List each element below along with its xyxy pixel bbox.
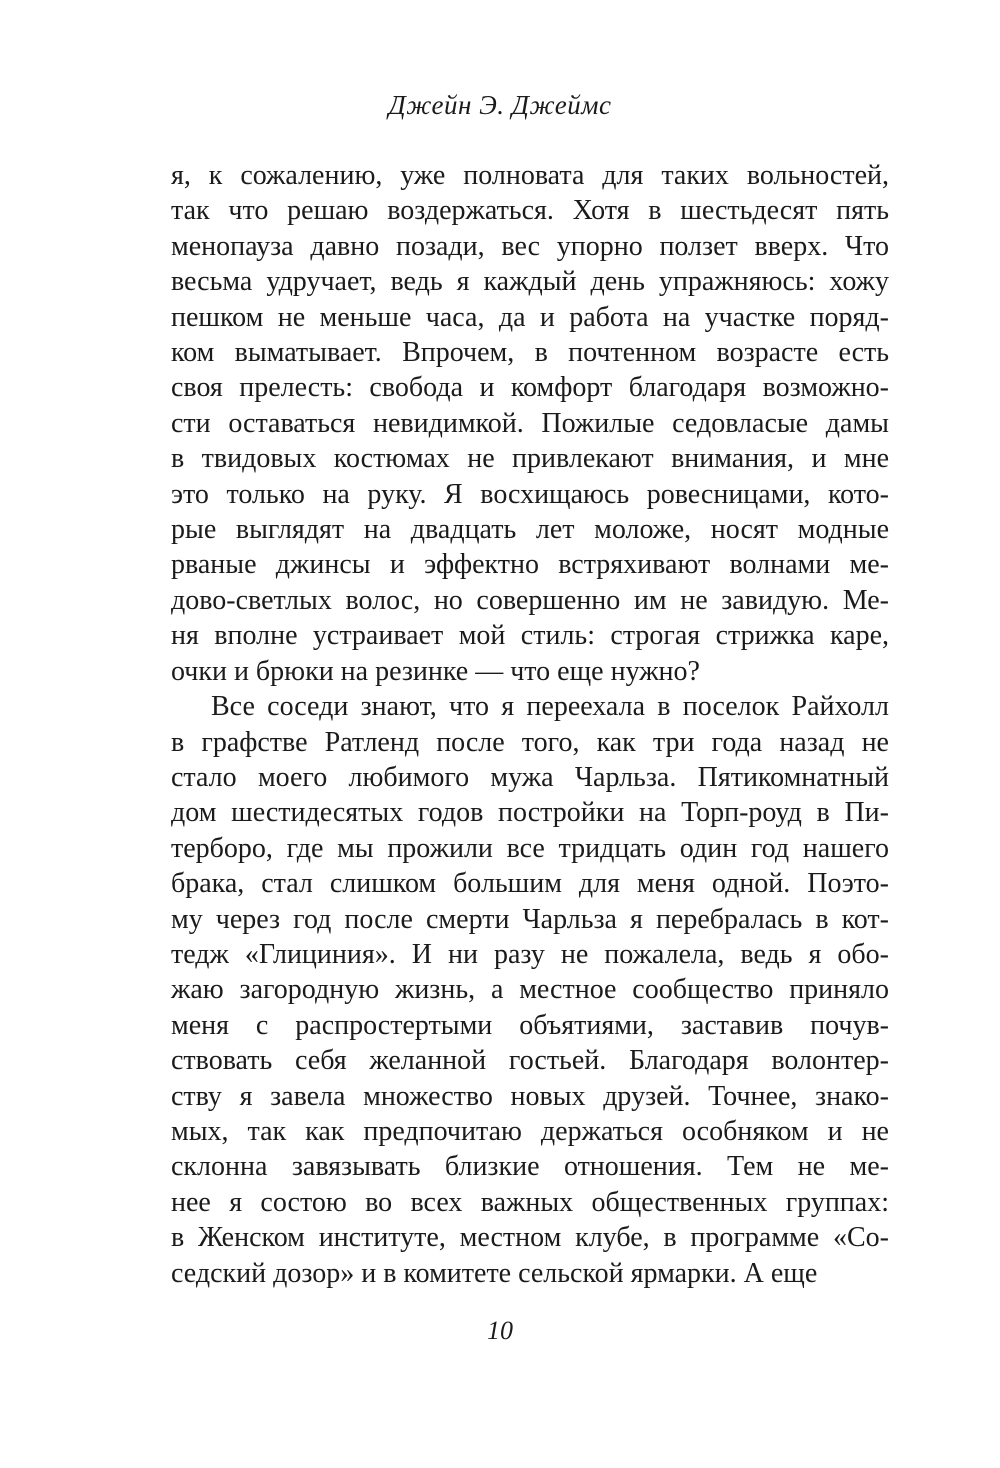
text-line: я, к сожалению, уже полновата для таких вольностей,: [171, 160, 889, 191]
text-line: брака, стал слишком большим для меня одной. Поэто-: [171, 868, 889, 900]
text-line: так что решаю воздержаться. Хотя в шестьдесят пять: [171, 195, 889, 227]
text-line: рваные джинсы и эффектно встряхивают волнами ме-: [171, 549, 889, 581]
text-line: в твидовых костюмах не привлекают внимания, и мне: [171, 443, 889, 475]
text-line: рые выглядят на двадцать лет моложе, носят модные: [171, 514, 889, 546]
text-line: мых, так как предпочитаю держаться особняком и не: [171, 1115, 889, 1147]
text-line: ству я завела множество новых друзей. Точнее, знако-: [171, 1080, 889, 1112]
text-line: ствовать себя желанной гостьей. Благодаря волонтер-: [171, 1045, 889, 1077]
text-line: пешком не меньше часа, да и работа на участке поряд-: [171, 301, 889, 333]
text-line: нее я состою во всех важных общественных группах:: [171, 1186, 889, 1218]
text-line: жаю загородную жизнь, а местное сообщество приняло: [171, 974, 889, 1006]
text-line: терборо, где мы прожили все тридцать один год нашего: [171, 832, 889, 864]
text-line: очки и брюки на резинке — что еще нужно?: [171, 655, 700, 687]
body-text: [171, 158, 889, 1291]
text-line: дом шестидесятых годов постройки на Торп-роуд в Пи-: [171, 797, 889, 829]
text-line: менопауза давно позади, вес упорно ползет вверх. Что: [171, 230, 889, 262]
text-line: ня вполне устраивает мой стиль: строгая стрижка каре,: [171, 620, 889, 652]
page-number: 10: [487, 1316, 513, 1345]
running-header: Джейн Э. Джеймс: [388, 90, 612, 120]
text-line: сти оставаться невидимкой. Пожилые седовласые дамы: [171, 407, 889, 439]
text-line: седский дозор» и в комитете сельской ярмарки. А еще: [171, 1257, 818, 1289]
text-line: ком выматывает. Впрочем, в почтенном возрасте есть: [171, 337, 889, 369]
text-line: му через год после смерти Чарльза я перебралась в кот-: [171, 903, 889, 935]
text-line: весьма удручает, ведь я каждый день упражняюсь: хожу: [171, 266, 889, 298]
text-line: дово-светлых волос, но совершенно им не завидую. Ме-: [171, 584, 889, 616]
text-line: склонна завязывать близкие отношения. Тем не ме-: [171, 1151, 889, 1183]
text-line: своя прелесть: свобода и комфорт благодаря возможно-: [171, 372, 889, 404]
text-line: стало моего любимого мужа Чарльза. Пятикомнатный: [171, 761, 889, 793]
text-line: это только на руку. Я восхищаюсь ровесницами, кото-: [171, 478, 889, 510]
text-line: Все соседи знают, что я переехала в поселок Райхолл: [211, 691, 889, 723]
text-line: тедж «Глициния». И ни разу не пожалела, ведь я обо-: [171, 938, 889, 970]
text-line: в Женском институте, местном клубе, в программе «Со-: [171, 1222, 889, 1254]
text-line: в графстве Ратленд после того, как три года назад не: [171, 726, 889, 758]
text-line: меня с распростертыми объятиями, заставив почув-: [171, 1009, 889, 1041]
